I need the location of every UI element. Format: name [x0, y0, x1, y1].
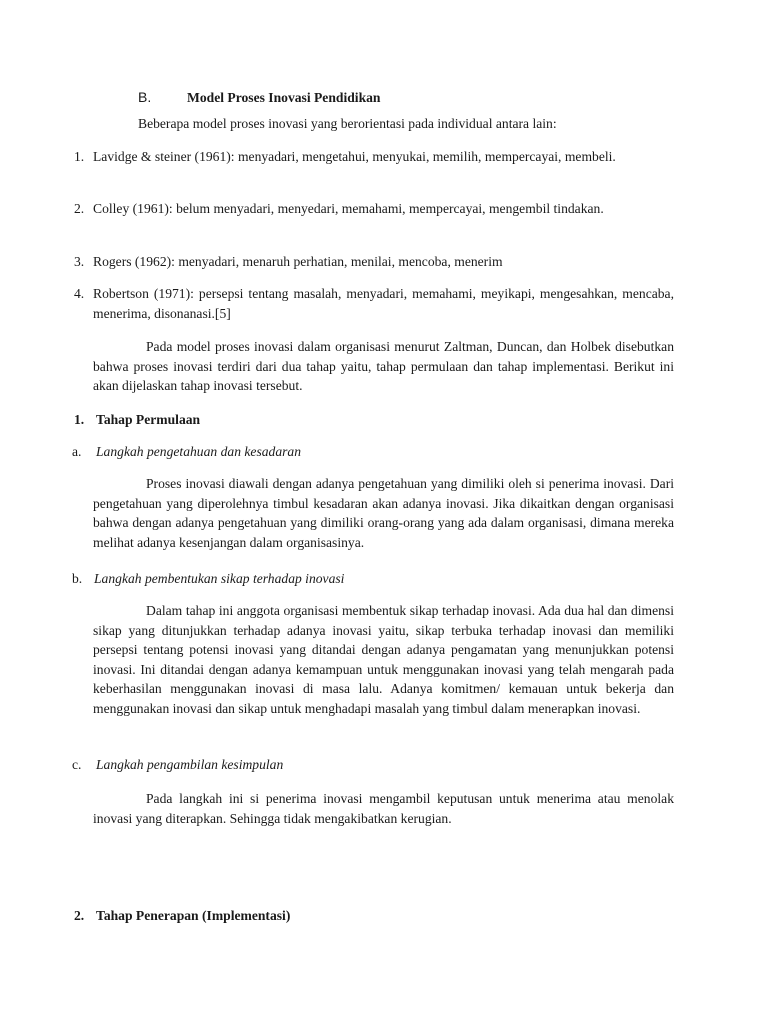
- stage-title: Tahap Penerapan (Implementasi): [96, 908, 291, 923]
- step-body: Pada langkah ini si penerima inovasi mengambil keputusan untuk menerima atau menolak inovasi yang diterapkan. Sehingga tidak mengakibatkan kerugian.: [93, 791, 674, 826]
- step-letter: b.: [72, 571, 83, 586]
- step-heading: [72, 442, 572, 462]
- stage-2-heading: [74, 906, 474, 926]
- model-text: Colley (1961): belum menyadari, menyedari, memahami, mempercayai, mengembil tindakan.: [93, 201, 604, 216]
- model-item: [74, 284, 674, 323]
- model-item: [74, 147, 674, 167]
- model-item: [74, 252, 674, 272]
- stage-number: 2.: [74, 908, 85, 923]
- model-number: 4.: [74, 286, 85, 301]
- step-letter: c.: [72, 757, 82, 772]
- section-title: Model Proses Inovasi Pendidikan: [187, 90, 381, 105]
- step-body: Dalam tahap ini anggota organisasi membentuk sikap terhadap inovasi. Ada dua hal dan dimensi sikap yang ditunjukkan terhadap adanya inovasi yaitu, sikap terbuka terhadap inovasi dan memiliki persepsi tentang potensi inovasi yang ditandai dengan adanya pengamatan yang menunjukkan potensi inovasi. Ini ditandai dengan adanya kemampuan untuk menggunakan inovasi yang telah mengarah pada keberhasilan menggunakan inovasi di masa lalu. Adanya komitmen/ kemauan untuk bekerja dan menggunakan inovasi dan sikap untuk menghadapi masalah yang timbul dalam menerapkan inovasi.: [93, 603, 674, 716]
- step-title: Langkah pengambilan kesimpulan: [96, 757, 284, 772]
- section-b-heading: [138, 88, 678, 108]
- model-number: 1.: [74, 149, 85, 164]
- model-number: 3.: [74, 254, 85, 269]
- model-text: Rogers (1962): menyadari, menaruh perhatian, menilai, mencoba, menerim: [93, 254, 503, 269]
- org-paragraph: Pada model proses inovasi dalam organisasi menurut Zaltman, Duncan, dan Holbek disebutkan bahwa proses inovasi terdiri dari dua tahap yaitu, tahap permulaan dan tahap implementasi. Berikut ini akan dijelaskan tahap inovasi tersebut.: [93, 339, 674, 393]
- section-intro: Beberapa model proses inovasi yang berorientasi pada individual antara lain:: [138, 116, 557, 131]
- step-letter: a.: [72, 444, 82, 459]
- model-text: Lavidge & steiner (1961): menyadari, mengetahui, menyukai, memilih, mempercayai, membeli.: [93, 149, 616, 164]
- step-title: Langkah pembentukan sikap terhadap inovasi: [94, 571, 345, 586]
- model-number: 2.: [74, 201, 85, 216]
- section-letter: B.: [138, 89, 152, 105]
- model-item: [74, 199, 674, 219]
- stage-1-heading: [74, 410, 474, 430]
- step-heading: [72, 755, 572, 775]
- step-heading: [72, 569, 572, 589]
- step-title: Langkah pengetahuan dan kesadaran: [96, 444, 302, 459]
- model-text: Robertson (1971): persepsi tentang masalah, menyadari, memahami, meyikapi, mengesahkan, mencaba, menerima, disonanasi.[5]: [93, 286, 674, 321]
- stage-title: Tahap Permulaan: [96, 412, 201, 427]
- step-body: Proses inovasi diawali dengan adanya pengetahuan yang dimiliki oleh si penerima inovasi. Dari pengetahuan yang diperolehnya timbul kesadaran akan adanya inovasi. Jika dikaitkan dengan organisasi bahwa dengan adanya pengetahuan yang dimiliki orang-orang yang ada dalam organisasi, dimana mereka melihat adanya kesenjangan dalam organisasinya.: [93, 476, 674, 550]
- stage-number: 1.: [74, 412, 85, 427]
